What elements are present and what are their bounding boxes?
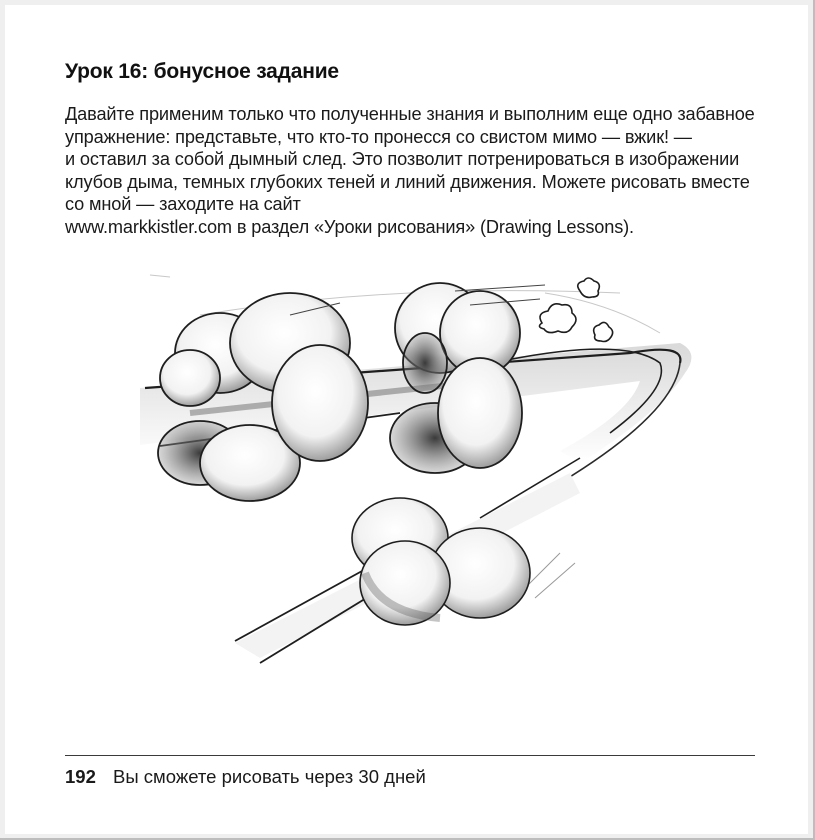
footer-rule [65, 755, 755, 756]
paragraph-line: и оставил за собой дымный след. Это позволит потренироваться в изображении [65, 149, 740, 169]
paragraph-line: www.markkistler.com в раздел «Уроки рисования» (Drawing Lessons). [65, 216, 634, 237]
book-page [5, 5, 808, 834]
running-title: Вы сможете рисовать через 30 дней [113, 766, 426, 787]
smoke-puff-middle [390, 283, 522, 473]
paragraph-line: упражнение: представьте, что кто-то пронесся со свистом мимо — вжик! — [65, 126, 692, 147]
small-puffs [539, 278, 612, 342]
paragraph-line: Давайте применим только что полученные знания и выполним еще одно забавное [65, 104, 755, 124]
page-footer [65, 766, 426, 788]
page-number: 192 [65, 766, 96, 787]
lesson-title: Урок 16: бонусное задание [65, 60, 339, 83]
smoke-trail-illustration [140, 263, 700, 703]
paragraph-line: клубов дыма, темных глубоких теней и линий движения. Можете рисовать вместе [65, 171, 750, 192]
lesson-paragraph [65, 103, 765, 238]
paragraph-line: со мной — заходите на сайт [65, 194, 301, 214]
